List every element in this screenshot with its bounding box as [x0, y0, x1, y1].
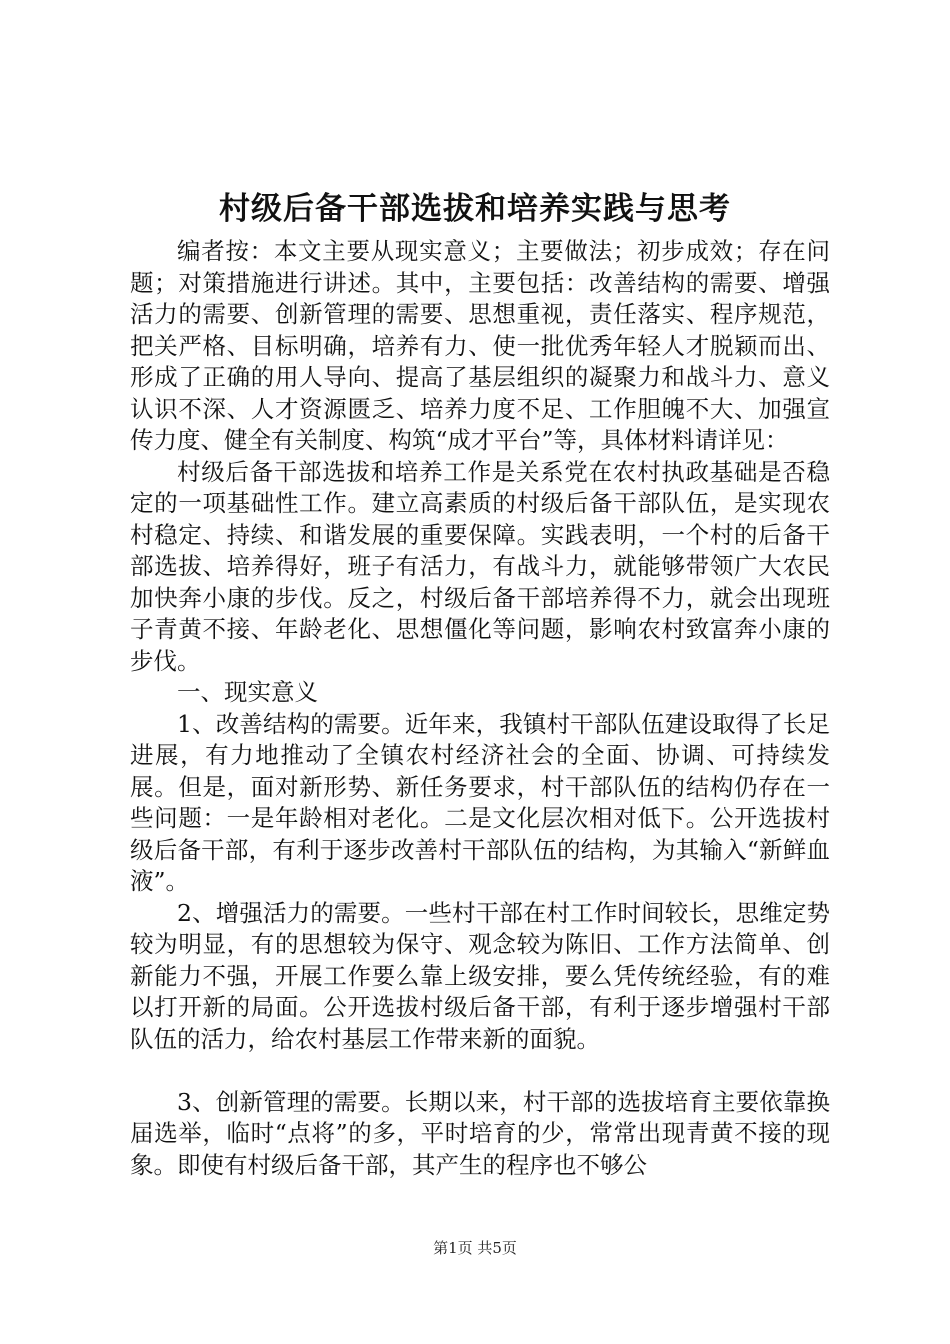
point-3-paragraph: 3、创新管理的需要。长期以来，村干部的选拔培育主要依靠换届选举，临时“点将”的多，平时培育的少，常常出现青黄不接的现象。即使有村级后备干部，其产生的程序也不够公 [130, 1087, 830, 1179]
intro-paragraph: 村级后备干部选拔和培养工作是关系党在农村执政基础是否稳定的一项基础性工作。建立高素质的村级后备干部队伍，是实现农村稳定、持续、和谐发展的重要保障。实践表明，一个村的后备干部选拔、培养得好，班子有活力，有战斗力，就能够带领广大农民加快奔小康的步伐。反之，村级后备干部培养得不力，就会出现班子青黄不接、年龄老化、思想僵化等问题，影响农村致富奔小康的步伐。 [130, 457, 830, 675]
page-number-footer: 第1页 共5页 [433, 1239, 517, 1257]
point-2-paragraph: 2、增强活力的需要。一些村干部在村工作时间较长，思维定势较为明显，有的思想较为保守、观念较为陈旧、工作方法简单、创新能力不强，开展工作要么靠上级安排，要么凭传统经验，有的难以打开新的局面。公开选拔村级后备干部，有利于逐步增强村干部队伍的活力，给农村基层工作带来新的面貌。 [130, 898, 830, 1053]
document-title: 村级后备干部选拔和培养实践与思考 [219, 191, 731, 227]
editor-note-paragraph: 编者按：本文主要从现实意义；主要做法；初步成效；存在问题；对策措施进行讲述。其中，主要包括：改善结构的需要、增强活力的需要、创新管理的需要、思想重视，责任落实、程序规范，把关严格、目标明确，培养有力、使一批优秀年轻人才脱颖而出、形成了正确的用人导向、提高了基层组织的凝聚力和战斗力、意义认识不深、人才资源匮乏、培养力度不足、工作胆魄不大、加强宣传力度、健全有关制度、构筑“成才平台”等，具体材料请详见： [130, 237, 830, 454]
section-heading: 一、现实意义 [177, 678, 318, 706]
document-body [130, 236, 830, 1181]
point-1-paragraph: 1、改善结构的需要。近年来，我镇村干部队伍建设取得了长足进展，有力地推动了全镇农村经济社会的全面、协调、可持续发展。但是，面对新形势、新任务要求，村干部队伍的结构仍存在一些问题：一是年龄相对老化。二是文化层次相对低下。公开选拔村级后备干部，有利于逐步改善村干部队伍的结构，为其输入“新鲜血液”。 [130, 709, 830, 895]
